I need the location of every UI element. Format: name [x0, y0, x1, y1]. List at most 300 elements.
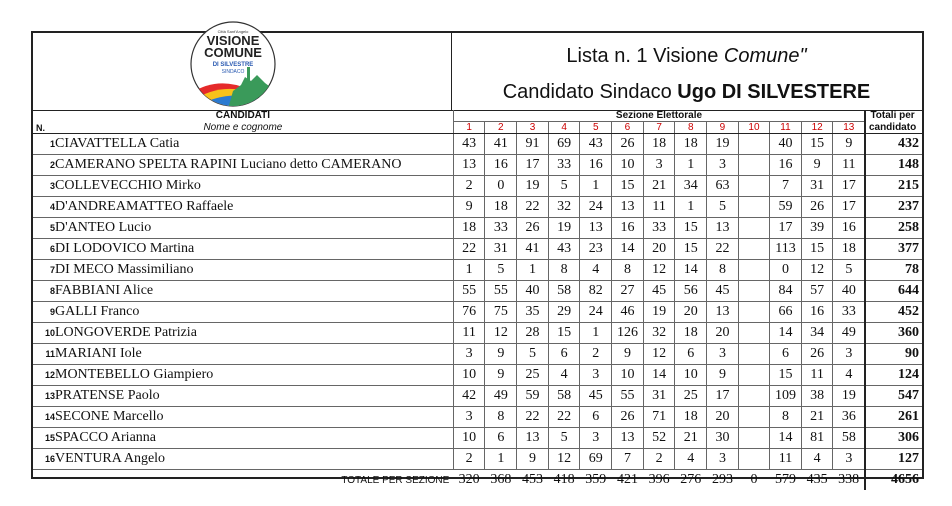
title-area — [451, 33, 922, 111]
candidate-name-cell — [33, 386, 453, 407]
candidate-total: 237 — [865, 197, 922, 218]
vote-cell: 71 — [643, 407, 675, 428]
list-title: Lista n. 1 Visione Comune" — [566, 45, 807, 67]
vote-cell: 8 — [612, 260, 644, 281]
vote-cell: 8 — [770, 407, 802, 428]
vote-cell: 38 — [801, 386, 833, 407]
vote-cell: 18 — [485, 197, 517, 218]
vote-cell: 10 — [453, 428, 485, 449]
candidate-title: Candidato Sindaco Ugo DI SILVESTERE — [502, 81, 871, 103]
table-row — [33, 428, 922, 449]
vote-cell: 3 — [643, 155, 675, 176]
vote-cell: 45 — [580, 386, 612, 407]
vote-cell: 15 — [801, 239, 833, 260]
vote-cell: 40 — [833, 281, 865, 302]
candidate-name: COLLEVECCHIO Mirko — [55, 178, 201, 193]
table-row — [33, 197, 922, 218]
section-number-8: 8 — [675, 122, 707, 134]
vote-cell: 45 — [707, 281, 739, 302]
candidate-name-cell — [33, 218, 453, 239]
vote-cell: 3 — [707, 449, 739, 470]
vote-cell: 10 — [612, 155, 644, 176]
section-number-10: 10 — [738, 122, 769, 134]
vote-cell: 9 — [707, 365, 739, 386]
vote-cell: 16 — [612, 218, 644, 239]
vote-cell: 14 — [643, 365, 675, 386]
vote-cell: 12 — [801, 260, 833, 281]
section-number-6: 6 — [612, 122, 644, 134]
logo-sindaco: SINDACO — [221, 69, 245, 75]
vote-cell: 5 — [833, 260, 865, 281]
vote-cell: 35 — [517, 302, 549, 323]
logo-small-text: Città Sant'Angelo — [217, 29, 249, 34]
candidate-total: 261 — [865, 407, 922, 428]
vote-cell: 113 — [770, 239, 802, 260]
candidate-name-cell — [33, 197, 453, 218]
vote-cell: 22 — [707, 239, 739, 260]
vote-cell — [738, 134, 769, 155]
vote-cell: 15 — [612, 176, 644, 197]
vote-cell: 15 — [675, 239, 707, 260]
candidate-name-cell — [33, 407, 453, 428]
table-row — [33, 281, 922, 302]
vote-cell: 26 — [612, 134, 644, 155]
totali-header-2: candidato — [865, 122, 922, 134]
candidate-name: LONGOVERDE Patrizia — [55, 325, 197, 340]
vote-cell: 10 — [453, 365, 485, 386]
section-total: 293 — [711, 472, 733, 487]
vote-cell: 13 — [612, 428, 644, 449]
candidate-number: 6 — [49, 244, 55, 254]
candidate-number: 9 — [49, 307, 55, 317]
section-number-7: 7 — [643, 122, 675, 134]
candidate-name-cell — [33, 260, 453, 281]
vote-cell: 43 — [453, 134, 485, 155]
section-total: 276 — [680, 472, 702, 487]
vote-cell: 41 — [517, 239, 549, 260]
vote-cell: 29 — [548, 302, 580, 323]
section-total: 396 — [648, 472, 670, 487]
logo-visione: VISIONE — [206, 33, 260, 48]
vote-cell: 63 — [707, 176, 739, 197]
vote-cell: 27 — [612, 281, 644, 302]
vote-cell — [738, 260, 769, 281]
vote-cell: 9 — [485, 344, 517, 365]
vote-cell: 33 — [548, 155, 580, 176]
vote-cell: 36 — [833, 407, 865, 428]
candidate-number: 11 — [45, 349, 55, 359]
candidate-number: 10 — [44, 328, 55, 338]
vote-cell — [738, 197, 769, 218]
vote-cell: 55 — [612, 386, 644, 407]
vote-cell: 17 — [707, 386, 739, 407]
vote-cell: 31 — [485, 239, 517, 260]
vote-cell: 8 — [707, 260, 739, 281]
table-row — [33, 239, 922, 260]
vote-cell: 11 — [833, 155, 865, 176]
vote-cell: 66 — [770, 302, 802, 323]
candidate-name: PRATENSE Paolo — [55, 388, 160, 403]
vote-cell: 0 — [770, 260, 802, 281]
candidate-number: 15 — [44, 433, 55, 443]
vote-cell: 5 — [517, 344, 549, 365]
vote-cell: 25 — [517, 365, 549, 386]
vote-cell: 43 — [580, 134, 612, 155]
section-number-13: 13 — [833, 122, 865, 134]
table-row — [33, 218, 922, 239]
vote-cell: 13 — [580, 218, 612, 239]
logo-comune: COMUNE — [204, 45, 262, 60]
vote-cell — [738, 155, 769, 176]
vote-cell — [738, 344, 769, 365]
vote-cell: 18 — [675, 323, 707, 344]
vote-cell: 7 — [770, 176, 802, 197]
vote-cell: 18 — [675, 407, 707, 428]
vote-cell: 19 — [707, 134, 739, 155]
vote-cell: 13 — [612, 197, 644, 218]
candidate-name-cell — [33, 134, 453, 155]
vote-cell: 16 — [580, 155, 612, 176]
candidate-total: 547 — [865, 386, 922, 407]
vote-cell: 24 — [580, 197, 612, 218]
section-number-1: 1 — [453, 122, 485, 134]
vote-cell: 7 — [612, 449, 644, 470]
candidate-name-cell — [33, 155, 453, 176]
vote-cell: 4 — [580, 260, 612, 281]
section-total: 320 — [458, 472, 480, 487]
vote-cell: 76 — [453, 302, 485, 323]
vote-cell: 109 — [770, 386, 802, 407]
table-row — [33, 260, 922, 281]
vote-cell: 59 — [517, 386, 549, 407]
vote-cell: 16 — [801, 302, 833, 323]
candidate-number: 5 — [49, 223, 55, 233]
sezione-header: Sezione Elettorale — [453, 110, 865, 122]
vote-cell: 33 — [643, 218, 675, 239]
table-row — [33, 176, 922, 197]
candidate-total: 360 — [865, 323, 922, 344]
vote-cell: 34 — [801, 323, 833, 344]
candidate-total: 124 — [865, 365, 922, 386]
totals-row — [33, 470, 922, 491]
vote-cell: 126 — [612, 323, 644, 344]
vote-cell: 55 — [453, 281, 485, 302]
candidate-name-cell — [33, 176, 453, 197]
vote-cell — [738, 302, 769, 323]
vote-cell: 45 — [643, 281, 675, 302]
candidate-total: 432 — [865, 134, 922, 155]
vote-cell: 2 — [643, 449, 675, 470]
vote-cell: 55 — [485, 281, 517, 302]
vote-cell: 0 — [485, 176, 517, 197]
vote-cell: 49 — [485, 386, 517, 407]
vote-cell: 5 — [485, 260, 517, 281]
section-total: 435 — [806, 472, 828, 487]
vote-cell: 15 — [770, 365, 802, 386]
vote-cell: 21 — [675, 428, 707, 449]
candidate-name-cell — [33, 323, 453, 344]
vote-cell: 26 — [801, 197, 833, 218]
candidate-total: 78 — [865, 260, 922, 281]
vote-cell: 16 — [485, 155, 517, 176]
vote-cell: 58 — [548, 281, 580, 302]
candidate-name: MONTEBELLO Giampiero — [55, 367, 214, 382]
section-number-2: 2 — [485, 122, 517, 134]
vote-cell: 12 — [643, 260, 675, 281]
vote-cell: 59 — [770, 197, 802, 218]
section-number-9: 9 — [707, 122, 739, 134]
vote-cell: 10 — [612, 365, 644, 386]
candidate-number: 7 — [49, 265, 55, 275]
vote-cell — [738, 386, 769, 407]
vote-cell — [738, 428, 769, 449]
vote-cell: 3 — [833, 344, 865, 365]
vote-cell — [738, 218, 769, 239]
vote-cell: 30 — [707, 428, 739, 449]
candidate-name-cell — [33, 365, 453, 386]
vote-cell: 3 — [833, 449, 865, 470]
candidate-total: 306 — [865, 428, 922, 449]
candidate-total: 258 — [865, 218, 922, 239]
vote-cell: 20 — [643, 239, 675, 260]
vote-cell: 56 — [675, 281, 707, 302]
vote-cell: 22 — [548, 407, 580, 428]
vote-cell: 13 — [707, 218, 739, 239]
vote-cell: 43 — [548, 239, 580, 260]
candidate-name-cell — [33, 344, 453, 365]
vote-cell: 18 — [643, 134, 675, 155]
candidate-name: FABBIANI Alice — [55, 283, 154, 298]
vote-cell: 10 — [675, 365, 707, 386]
section-number-12: 12 — [801, 122, 833, 134]
vote-cell: 11 — [643, 197, 675, 218]
vote-cell — [738, 323, 769, 344]
vote-cell: 11 — [453, 323, 485, 344]
vote-cell: 46 — [612, 302, 644, 323]
vote-cell: 3 — [707, 155, 739, 176]
vote-cell: 1 — [485, 449, 517, 470]
vote-cell: 5 — [548, 428, 580, 449]
vote-cell: 18 — [675, 134, 707, 155]
candidate-number: 2 — [49, 160, 55, 170]
section-total: 0 — [750, 472, 758, 487]
candidate-total: 215 — [865, 176, 922, 197]
vote-cell: 33 — [485, 218, 517, 239]
candidate-name: CIAVATTELLA Catia — [55, 136, 180, 151]
vote-cell: 13 — [453, 155, 485, 176]
vote-cell: 58 — [548, 386, 580, 407]
vote-cell: 26 — [801, 344, 833, 365]
vote-cell: 17 — [517, 155, 549, 176]
vote-cell: 6 — [548, 344, 580, 365]
results-sheet — [31, 29, 924, 487]
vote-cell: 23 — [580, 239, 612, 260]
candidate-total: 90 — [865, 344, 922, 365]
vote-cell: 75 — [485, 302, 517, 323]
table-row — [33, 323, 922, 344]
vote-cell: 69 — [580, 449, 612, 470]
vote-cell: 12 — [643, 344, 675, 365]
vote-cell: 13 — [707, 302, 739, 323]
candidate-number: 14 — [44, 412, 55, 422]
candidate-number: 3 — [49, 181, 55, 191]
vote-cell: 1 — [517, 260, 549, 281]
vote-cell: 14 — [675, 260, 707, 281]
table-row — [33, 302, 922, 323]
vote-cell: 32 — [548, 197, 580, 218]
vote-cell — [738, 176, 769, 197]
vote-cell — [738, 281, 769, 302]
candidate-name: DI MECO Massimiliano — [55, 262, 194, 277]
vote-cell: 82 — [580, 281, 612, 302]
vote-cell: 5 — [548, 176, 580, 197]
section-number-3: 3 — [517, 122, 549, 134]
vote-cell: 3 — [707, 344, 739, 365]
vote-cell: 18 — [833, 239, 865, 260]
candidate-name: CAMERANO SPELTA RAPINI Luciano detto CAMERANO — [55, 157, 402, 172]
vote-cell: 15 — [801, 134, 833, 155]
vote-cell: 3 — [580, 428, 612, 449]
vote-cell: 9 — [612, 344, 644, 365]
vote-cell: 16 — [833, 218, 865, 239]
results-table — [33, 110, 922, 490]
vote-cell: 40 — [770, 134, 802, 155]
vote-cell: 5 — [707, 197, 739, 218]
vote-cell: 6 — [485, 428, 517, 449]
vote-cell: 4 — [801, 449, 833, 470]
vote-cell: 14 — [612, 239, 644, 260]
section-total: 359 — [585, 472, 607, 487]
candidate-number: 13 — [44, 391, 55, 401]
vote-cell: 1 — [675, 197, 707, 218]
vote-cell: 9 — [833, 134, 865, 155]
vote-cell — [738, 407, 769, 428]
vote-cell: 33 — [833, 302, 865, 323]
totali-header-1: Totali per — [865, 110, 922, 122]
candidate-total: 148 — [865, 155, 922, 176]
candidate-number: 8 — [49, 286, 55, 296]
vote-cell: 25 — [675, 386, 707, 407]
vote-cell: 17 — [770, 218, 802, 239]
header-row-1 — [33, 110, 922, 122]
vote-cell: 20 — [675, 302, 707, 323]
vote-cell: 24 — [580, 302, 612, 323]
candidate-name: MARIANI Iole — [55, 346, 142, 361]
table-row — [33, 407, 922, 428]
table-row — [33, 449, 922, 470]
vote-cell: 22 — [517, 197, 549, 218]
section-total: 368 — [490, 472, 512, 487]
vote-cell: 4 — [548, 365, 580, 386]
vote-cell: 19 — [643, 302, 675, 323]
candidate-total: 644 — [865, 281, 922, 302]
vote-cell: 52 — [643, 428, 675, 449]
section-total: 421 — [616, 472, 638, 487]
vote-cell: 1 — [453, 260, 485, 281]
grand-total: 4656 — [865, 470, 922, 491]
table-row — [33, 134, 922, 155]
vote-cell: 4 — [675, 449, 707, 470]
table-row — [33, 155, 922, 176]
vote-cell: 91 — [517, 134, 549, 155]
vote-cell: 41 — [485, 134, 517, 155]
n-header: N. — [36, 122, 45, 133]
vote-cell: 15 — [675, 218, 707, 239]
candidate-name: D'ANDREAMATTEO Raffaele — [55, 199, 234, 214]
vote-cell: 6 — [580, 407, 612, 428]
candidate-total: 127 — [865, 449, 922, 470]
vote-cell: 26 — [517, 218, 549, 239]
vote-cell: 28 — [517, 323, 549, 344]
vote-cell: 13 — [517, 428, 549, 449]
vote-cell: 17 — [833, 176, 865, 197]
vote-cell — [738, 449, 769, 470]
table-row — [33, 365, 922, 386]
candidate-name-cell — [33, 302, 453, 323]
logo-disilvestre: DI SILVESTRE — [212, 62, 254, 68]
vote-cell: 11 — [801, 365, 833, 386]
vote-cell: 9 — [517, 449, 549, 470]
vote-cell: 2 — [453, 449, 485, 470]
vote-cell: 34 — [675, 176, 707, 197]
candidate-name: SECONE Marcello — [55, 409, 164, 424]
candidate-name-cell — [33, 281, 453, 302]
vote-cell: 19 — [548, 218, 580, 239]
vote-cell: 21 — [643, 176, 675, 197]
vote-cell: 8 — [548, 260, 580, 281]
vote-cell: 84 — [770, 281, 802, 302]
vote-cell: 31 — [643, 386, 675, 407]
vote-cell: 19 — [517, 176, 549, 197]
vote-cell: 11 — [770, 449, 802, 470]
vote-cell: 1 — [580, 176, 612, 197]
nome-header: N. Nome e cognome — [33, 122, 453, 134]
candidate-total: 452 — [865, 302, 922, 323]
totals-label: TOTALE PER SEZIONE — [341, 474, 450, 486]
vote-cell: 26 — [612, 407, 644, 428]
vote-cell — [738, 239, 769, 260]
candidate-number: 16 — [44, 454, 55, 464]
section-number-5: 5 — [580, 122, 612, 134]
vote-cell: 40 — [517, 281, 549, 302]
table-row — [33, 344, 922, 365]
vote-cell: 1 — [580, 323, 612, 344]
section-number-4: 4 — [548, 122, 580, 134]
candidate-name-cell — [33, 449, 453, 470]
candidate-name: GALLI Franco — [55, 304, 140, 319]
vote-cell: 15 — [548, 323, 580, 344]
vote-cell: 3 — [453, 344, 485, 365]
candidate-number: 4 — [49, 202, 55, 212]
vote-cell: 9 — [801, 155, 833, 176]
vote-cell: 6 — [675, 344, 707, 365]
candidate-name-cell — [33, 239, 453, 260]
vote-cell: 3 — [453, 407, 485, 428]
vote-cell: 21 — [801, 407, 833, 428]
candidate-name: VENTURA Angelo — [55, 451, 166, 466]
section-total: 579 — [774, 472, 796, 487]
vote-cell: 16 — [770, 155, 802, 176]
vote-cell: 8 — [485, 407, 517, 428]
vote-cell: 2 — [453, 176, 485, 197]
vote-cell: 3 — [580, 365, 612, 386]
vote-cell: 20 — [707, 323, 739, 344]
vote-cell: 17 — [833, 197, 865, 218]
section-total: 418 — [553, 472, 575, 487]
vote-cell: 1 — [675, 155, 707, 176]
candidate-name: SPACCO Arianna — [55, 430, 157, 445]
vote-cell: 20 — [707, 407, 739, 428]
